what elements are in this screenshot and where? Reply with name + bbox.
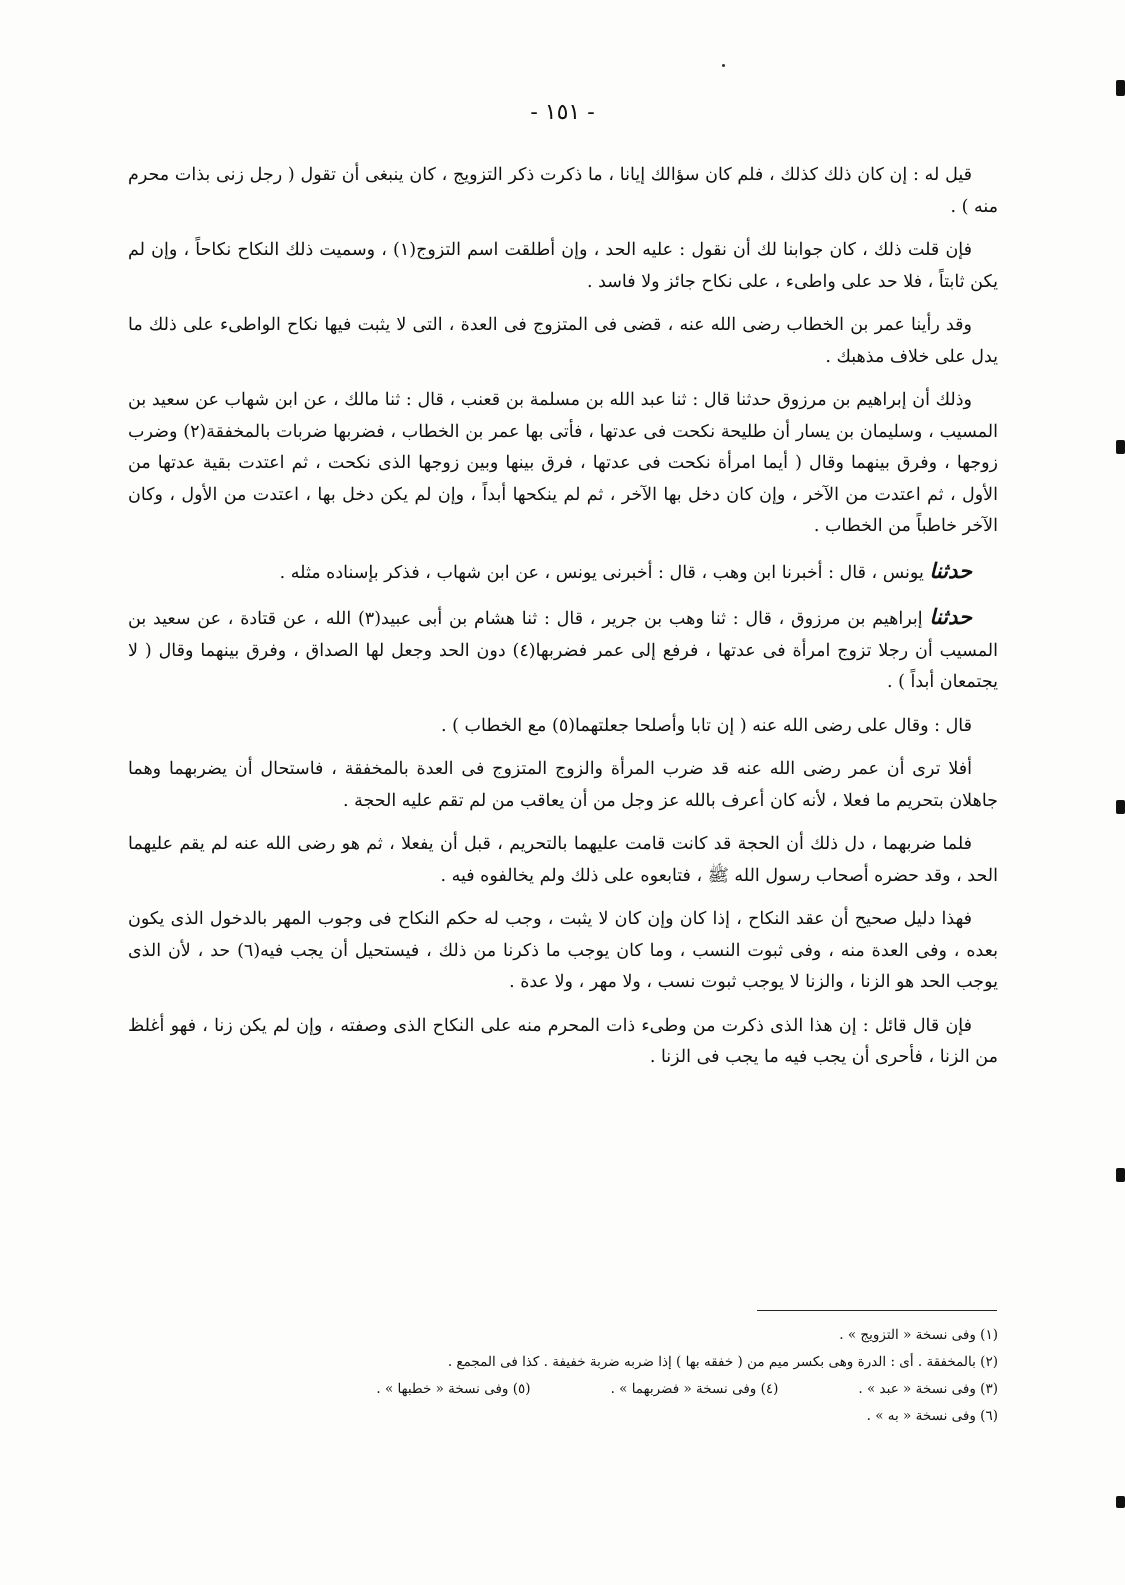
footnote-4: (٤) وفى نسخة « فضربهما » . [610, 1381, 779, 1397]
paragraph-4: وذلك أن إبراهيم بن مرزوق حدثنا قال : ثنا عبد الله بن مسلمة بن قعنب ، قال : ثنا مالك ، عن ابن شهاب عن سعيد بن المسيب ، وسليمان بن يسار أن طليحة نكحت فى عدتها ، فأتى بها عمر بن الخطاب ، فضربها ضربات بالمخفقة(٢) وضرب زوجها ، وفرق بينهما وقال ( أيما امرأة نكحت فى عدتها ، فرق بينها وبين زوجها الذى نكحت ، ثم اعتدت بقية عدتها من الأول ، ثم اعتدت من الآخر ، وإن كان دخل بها الآخر ، ثم لم ينكحها أبداً ، وإن لم يكن دخل بها ، اعتدت من الأول ، وكان الآخر خاطباً من الخطاب . [128, 390, 998, 536]
paragraph-10: فهذا دليل صحيح أن عقد النكاح ، إذا كان وإن كان لا يثبت ، وجب له حكم النكاح فى وجوب المهر بالدخول الذى يكون بعده ، وفى العدة منه ، وفى ثبوت النسب ، وما كان يوجب ما ذكرنا من ذلك ، فيستحيل أن يجب فيه(٦) حد ، لأن الذى يوجب الحد هو الزنا ، والزنا لا يوجب ثبوت نسب ، ولا مهر ، ولا عدة . [128, 909, 999, 992]
paragraph-11: فإن قال قائل : إن هذا الذى ذكرت من وطىء ذات المحرم منه على النكاح الذى وصفته ، وإن لم يكن زنا ، فهو أغلظ من الزنا ، فأحرى أن يجب فيه ما يجب فى الزنا . [128, 1015, 998, 1067]
paragraph-8: أفلا ترى أن عمر رضى الله عنه قد ضرب المرأة والزوج المتزوج فى العدة بالمخفقة ، فاستحال أن يضربهما وهما جاهلان بتحريم ما فعلا ، لأنه كان أعرف بالله عز وجل من أن يعاقب من لم تقم عليه الحجة . [128, 759, 998, 811]
ink-speck [722, 64, 725, 67]
main-text [128, 160, 998, 1086]
paragraph-7: قال : وقال على رضى الله عنه ( إن تابا وأصلحا جعلتهما(٥) مع الخطاب ) . [441, 715, 972, 736]
footnote-1: (١) وفى نسخة « التزويج » . [839, 1327, 998, 1343]
scan-edge-mark [1116, 800, 1125, 814]
paragraph-3: وقد رأينا عمر بن الخطاب رضى الله عنه ، قضى فى المتزوج فى العدة ، التى لا يثبت فيها نكاح الواطىء على ذلك ما يدل على خلاف مذهبك . [128, 315, 998, 367]
page-number: - ١٥١ - [530, 100, 595, 125]
footnote-2: (٢) بالمخفقة . أى : الدرة وهى بكسر ميم من ( خفقه بها ) إذا ضربه ضربة خفيفة . كذا فى المجمع . [447, 1354, 998, 1370]
scan-edge-mark [1116, 1168, 1125, 1182]
footnote-divider [757, 1310, 997, 1311]
footnote-5: (٥) وفى نسخة « خطبها » . [376, 1381, 531, 1397]
paragraph-2: فإن قلت ذلك ، كان جوابنا لك أن نقول : عليه الحد ، وإن أطلقت اسم التزوج(١) ، وسميت ذلك النكاح نكاحاً ، وإن لم يكن ثابتاً ، فلا حد على واطىء ، على نكاح جائز ولا فاسد . [128, 240, 998, 292]
haddathana-lead: حدثنا [929, 604, 972, 629]
footnotes [128, 1322, 998, 1430]
scan-edge-mark [1116, 80, 1125, 96]
footnote-row-3-5 [128, 1376, 998, 1403]
paragraph-1: قيل له : إن كان ذلك كذلك ، فلم كان سؤالك إيانا ، ما ذكرت ذكر التزويج ، كان ينبغى أن تقول ( رجل زنى بذات محرم منه ) . [128, 165, 998, 217]
paragraph-6: حدثنا إبراهيم بن مرزوق ، قال : ثنا وهب بن جرير ، قال : ثنا هشام بن أبى عبيد(٣) الله ، عن قتادة ، عن سعيد بن المسيب أن رجلا تزوج امرأة فى عدتها ، فرفع إلى عمر فضربها(٤) دون الحد وجعل لها الصداق ، وفرق بينهما وقال ( لا يجتمعان أبداً ) . [128, 604, 999, 692]
footnote-3: (٣) وفى نسخة « عبد » . [858, 1381, 998, 1397]
haddathana-lead: حدثنا [929, 557, 972, 583]
paragraph-5: حدثنا يونس ، قال : أخبرنا ابن وهب ، قال : أخبرنى يونس ، عن ابن شهاب ، فذكر بإسناده مثله . [279, 557, 972, 583]
footnote-6: (٦) وفى نسخة « به » . [866, 1408, 998, 1424]
scan-edge-mark [1116, 440, 1125, 454]
scan-edge-mark [1116, 1496, 1125, 1508]
paragraph-9: فلما ضربهما ، دل ذلك أن الحجة قد كانت قامت عليهما بالتحريم ، قبل أن يفعلا ، ثم هو رضى الله عنه لم يقم عليهما الحد ، وقد حضره أصحاب رسول الله ﷺ ، فتابعوه على ذلك ولم يخالفوه فيه . [128, 834, 998, 886]
